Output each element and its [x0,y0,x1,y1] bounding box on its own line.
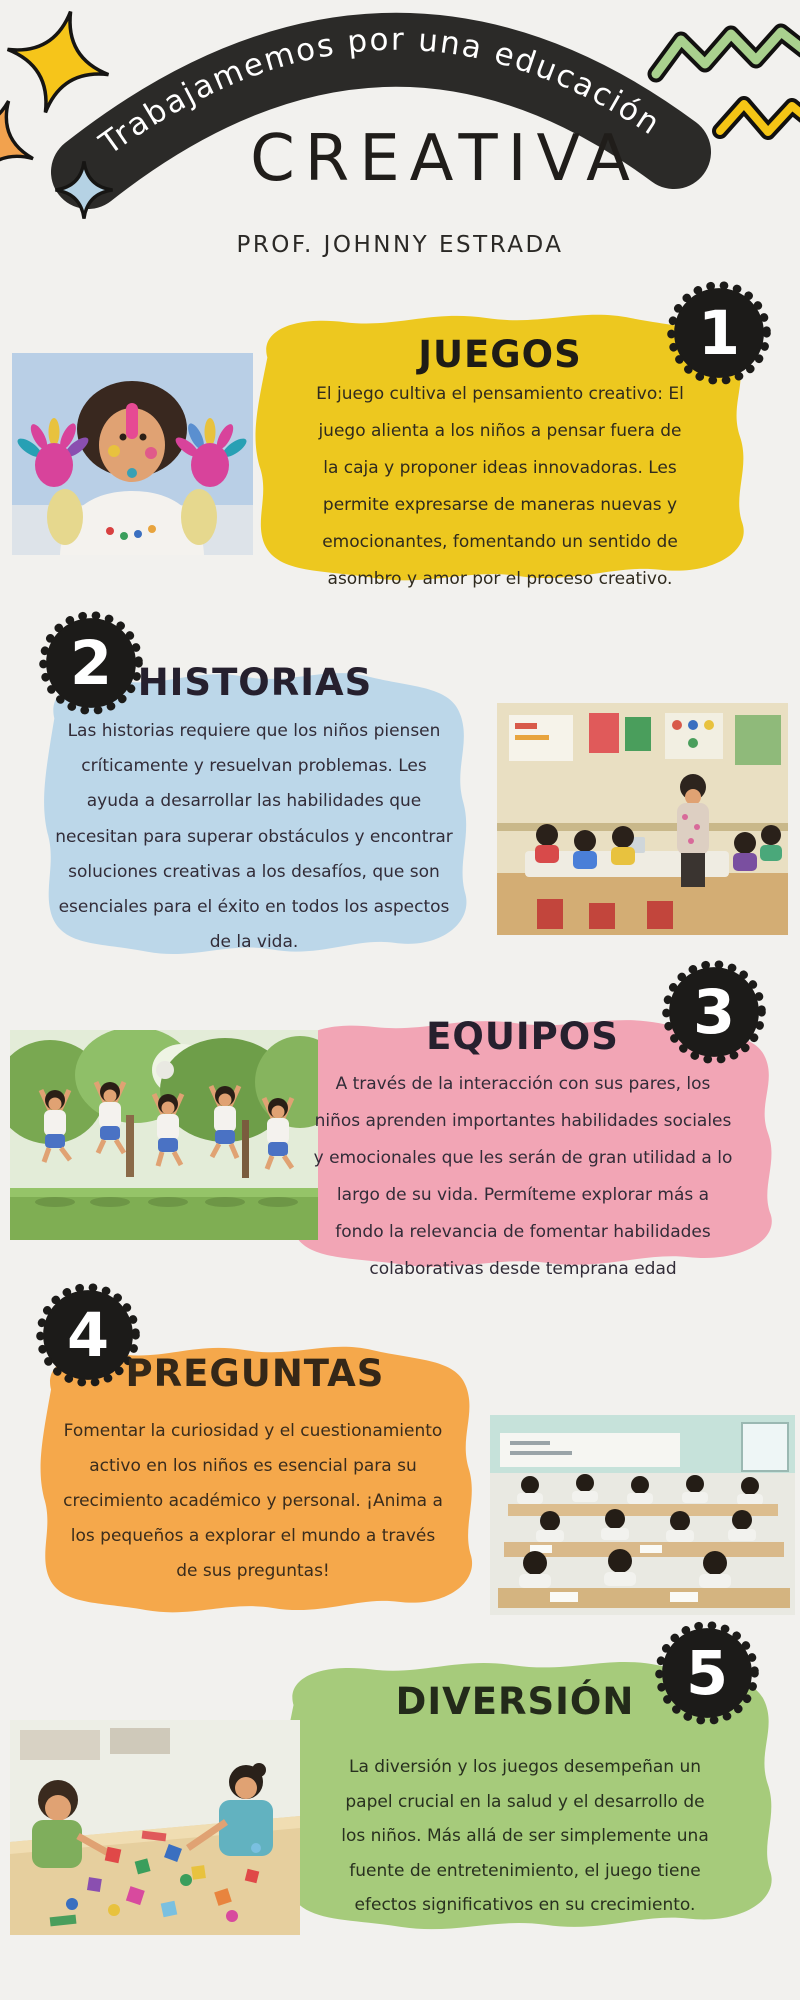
body-line: fondo la relevancia de fomentar habilidades [335,1222,711,1242]
body-line: colaborativas desde temprana edad [369,1259,677,1279]
body-line: los niños. Más allá de ser simplemente una [341,1826,709,1846]
svg-text:3: 3 [692,978,736,1049]
section-body-preguntas [28,1414,478,1589]
svg-text:2: 2 [69,629,113,700]
body-line: Fomentar la curiosidad y el cuestionamiento [63,1421,443,1441]
section-heading-juegos: JUEGOS [418,333,582,376]
body-line: activo en los niños es esencial para su [89,1456,417,1476]
section-heading-preguntas: PREGUNTAS [125,1352,385,1395]
body-line: la caja y proponer ideas innovadoras. Les [323,458,677,478]
body-line: de sus preguntas! [176,1561,330,1581]
body-line: papel crucial en la salud y el desarrollo de [345,1791,705,1812]
photo-classroom-desks [490,1415,795,1615]
photo-classroom-teacher [497,703,788,935]
svg-text:1: 1 [697,299,741,370]
body-line: Las historias requiere que los niños piensen [67,721,441,741]
body-line: efectos significativos en su crecimiento. [354,1895,696,1915]
section-body-equipos [268,1066,778,1288]
svg-text:4: 4 [66,1301,110,1372]
body-line: largo de su vida. Permíteme explorar más a [336,1185,710,1205]
section-body-diversion [295,1750,755,1923]
sparkle-icon [0,0,121,125]
body-line: A través de la interacción con sus pares, los [335,1074,711,1094]
section-body-juegos [260,376,740,598]
body-line: El juego cultiva el pensamiento creativo: El [316,384,684,404]
body-line: niños aprenden importantes habilidades sociales [314,1111,732,1131]
sparkle-icon [0,84,50,199]
svg-text:5: 5 [685,1639,729,1710]
body-line: fuente de entretenimiento, el juego tiene [349,1860,701,1881]
body-line: críticamente y resuelvan problemas. Les [81,756,427,777]
body-line: juego alienta a los niños a pensar fuera de [318,421,682,441]
body-line: de la vida. [209,932,299,953]
section-heading-diversion: DIVERSIÓN [395,1680,635,1723]
section-heading-historias: HISTORIAS [137,661,373,704]
body-line: La diversión y los juegos desempeñan un [348,1757,702,1777]
body-line: soluciones creativas a los desafíos, que son [68,861,440,882]
body-line: emocionantes, fomentando un sentido de [322,532,678,552]
body-line: y emocionales que les serán de gran utilidad a lo [313,1148,733,1168]
banner-text: Trabajamemos por una educación [93,21,668,163]
body-line: crecimiento académico y personal. ¡Anima a [63,1491,443,1511]
zigzag-icon [656,32,800,74]
body-line: asombro y amor por el proceso creativo. [327,569,673,589]
body-line: los pequeños a explorar el mundo a través [70,1526,436,1546]
body-line: necesitan para superar obstáculos y encontrar [55,826,453,847]
page-subtitle: PROF. JOHNNY ESTRADA [236,232,564,258]
section-heading-equipos: EQUIPOS [426,1015,619,1058]
photo-girl-painted-hands [12,353,253,555]
body-line: permite expresarse de maneras nuevas y [322,495,678,515]
section-body-historias [28,714,480,960]
body-line: ayuda a desarrollar las habilidades que [86,791,422,812]
page-title: CREATIVA [250,122,640,196]
photo-kids-playing-toys [10,1720,300,1935]
body-line: esenciales para el éxito en todos los aspectos [58,897,450,918]
